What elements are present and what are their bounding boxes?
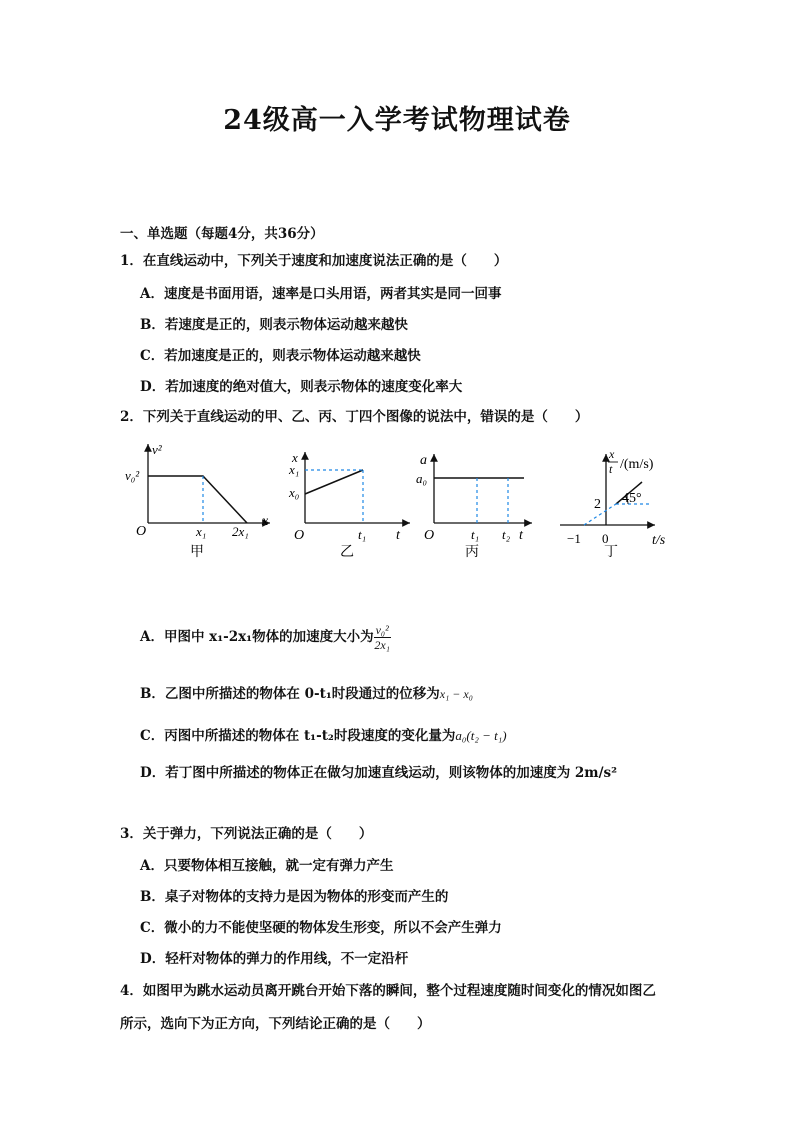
- ding-y-num: x: [609, 447, 615, 461]
- q2-stem: 2．下列关于直线运动的甲、乙、丙、丁四个图像的说法中，错误的是（ ）: [120, 409, 589, 425]
- q3-stem: 3．关于弹力，下列说法正确的是（ ）: [120, 826, 373, 842]
- jia-y-label: v₀²: [125, 468, 140, 483]
- jia-x2: 2x₁: [232, 524, 249, 539]
- ding-angle: 45°: [622, 491, 642, 506]
- q1-option-b[interactable]: B．若速度是正的，则表示物体运动越来越快: [140, 317, 408, 333]
- graph-bing: [416, 453, 532, 560]
- jia-y-axis: v²: [152, 442, 162, 457]
- yi-caption: 乙: [340, 545, 354, 560]
- graph-ding: [560, 447, 666, 560]
- q3-option-a[interactable]: A．只要物体相互接触，就一定有弹力产生: [140, 858, 394, 874]
- q1-option-c[interactable]: C．若加速度是正的，则表示物体运动越来越快: [140, 348, 421, 364]
- bing-caption: 丙: [465, 545, 479, 560]
- ding-intercept: 2: [594, 497, 601, 512]
- q2-option-b-math: x₁ − x₀: [439, 687, 473, 701]
- jia-x1: x₁: [196, 524, 207, 539]
- q3-option-d[interactable]: D．轻杆对物体的弹力的作用线，不一定沿杆: [140, 951, 409, 967]
- q1-option-a[interactable]: A．速度是书面用语，速率是口头用语，两者其实是同一回事: [140, 286, 502, 302]
- page-title: 24级高一入学考试物理试卷: [223, 105, 571, 136]
- yi-t1: t₁: [358, 527, 367, 542]
- q1-option-d[interactable]: D．若加速度的绝对值大，则表示物体的速度变化率大: [140, 379, 463, 395]
- q2-graphs: [120, 438, 690, 568]
- q2-option-a-text: A．甲图中 x₁-2x₁物体的加速度大小为: [140, 629, 374, 645]
- fraction-numerator: v₀²: [375, 623, 389, 637]
- ding-y-den: t: [609, 462, 613, 476]
- q3-option-b[interactable]: B．桌子对物体的支持力是因为物体的形变而产生的: [140, 889, 449, 905]
- yi-y-axis: x: [292, 450, 298, 465]
- bing-t2: t₂: [502, 527, 511, 542]
- ding-x-axis: t/s: [652, 533, 666, 548]
- q2-option-c[interactable]: [140, 724, 507, 744]
- q2-option-b[interactable]: [140, 682, 473, 702]
- yi-y1: x₁: [289, 462, 300, 477]
- q2-option-b-text: B．乙图中所描述的物体在 0-t₁时段通过的位移为: [140, 686, 440, 702]
- bing-y-label: a₀: [416, 471, 428, 486]
- yi-y0: x₀: [289, 485, 300, 500]
- yi-x-axis: t: [396, 528, 400, 543]
- jia-caption: 甲: [190, 545, 204, 560]
- q3-option-c[interactable]: C．微小的力不能使坚硬的物体发生形变，所以不会产生弹力: [140, 920, 502, 936]
- q2-option-a-fraction: [374, 624, 391, 651]
- jia-x-axis: x: [262, 514, 269, 529]
- bing-x-axis: t: [519, 528, 523, 543]
- ding-caption: 丁: [604, 545, 618, 560]
- q4-line2: 所示，选向下为正方向，下列结论正确的是（ ）: [120, 1016, 431, 1032]
- graph-jia: [125, 442, 270, 560]
- bing-t1: t₁: [471, 527, 480, 542]
- q2-option-d[interactable]: D．若丁图中所描述的物体正在做匀加速直线运动，则该物体的加速度为 2m/s²: [140, 765, 618, 781]
- jia-origin: O: [136, 524, 147, 539]
- bing-y-axis: a: [420, 453, 427, 468]
- section-heading: 一、单选题（每题4分，共36分）: [120, 226, 324, 242]
- q2-option-a[interactable]: [140, 624, 391, 651]
- ding-zero: 0: [602, 531, 609, 546]
- bing-origin: O: [424, 528, 435, 543]
- ding-neg: −1: [567, 531, 581, 546]
- q4-line1: 4．如图甲为跳水运动员离开跳台开始下落的瞬间，整个过程速度随时间变化的情况如图乙: [120, 983, 656, 999]
- ding-y-unit: /(m/s): [620, 457, 654, 472]
- fraction-denominator: 2x₁: [374, 638, 390, 652]
- graph-yi: [288, 450, 410, 560]
- q2-option-c-text: C．丙图中所描述的物体在 t₁-t₂时段速度的变化量为: [140, 728, 456, 744]
- q2-option-c-math: a₀(t₂ − t₁): [455, 728, 507, 743]
- q1-stem: 1．在直线运动中，下列关于速度和加速度说法正确的是（ ）: [120, 253, 508, 269]
- yi-origin: O: [294, 528, 305, 543]
